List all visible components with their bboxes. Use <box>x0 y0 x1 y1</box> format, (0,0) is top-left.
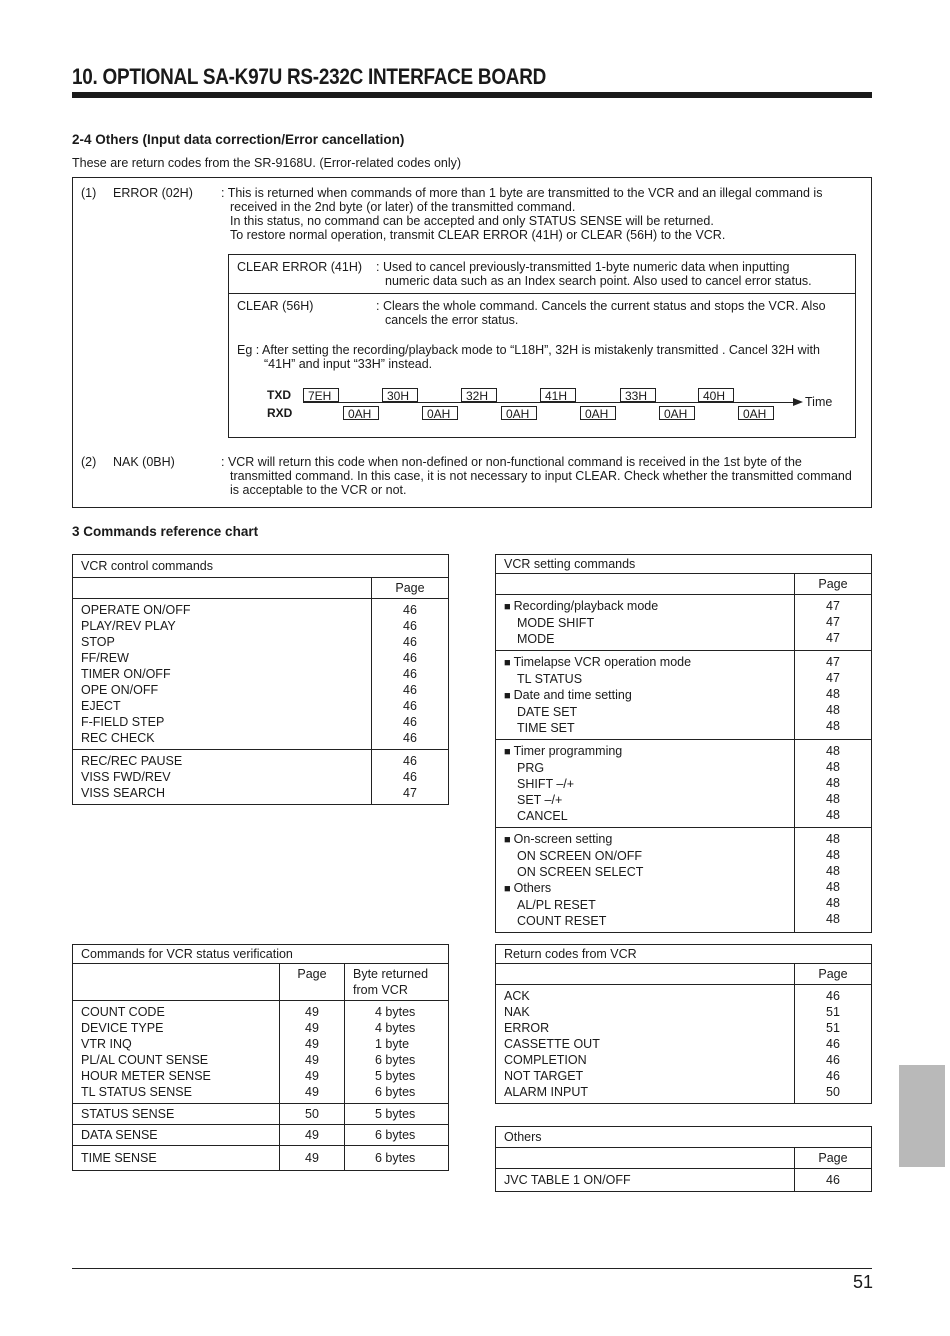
rxd-code: 0AH <box>659 406 695 420</box>
others-table <box>495 1126 872 1192</box>
rxd-code: 0AH <box>501 406 537 420</box>
nak-description: : VCR will return this code when non-defined or non-functional command is received in the 1st byte of the transmitted command. In this case, it is not necessary to input CLEAR. Check whether the transmitted command is acceptable to the VCR or not. <box>221 455 852 497</box>
footer-rule <box>72 1268 872 1269</box>
table-row: DATA SENSE 49 6 bytes <box>73 1125 449 1146</box>
table-title: VCR control commands <box>73 555 449 578</box>
table-row: TIME SENSE 49 6 bytes <box>73 1146 449 1171</box>
example-text: Eg : After setting the recording/playback mode to “L18H”, 32H is mistakenly transmitted . Cancel 32H with “41H” and input “33H” instead. <box>237 343 820 371</box>
txd-code: 33H <box>620 388 656 402</box>
txd-code: 41H <box>540 388 576 402</box>
table-row: JVC TABLE 1 ON/OFF 46 <box>496 1169 872 1192</box>
byte-header: Byte returned from VCR <box>345 964 449 1001</box>
nak-number: (2) <box>81 455 97 469</box>
nak-name: NAK (0BH) <box>113 455 175 469</box>
rxd-code: 0AH <box>580 406 616 420</box>
table-title: Return codes from VCR <box>496 945 872 964</box>
table-row: COUNT CODE DEVICE TYPE VTR INQ PL/AL COUNT SENSE HOUR METER SENSE TL STATUS SENSE 49 49 49 49 49 49 4 bytes 4 bytes 1 byte 6 bytes 5 bytes 6 bytes <box>73 1001 449 1104</box>
section-intro: These are return codes from the SR-9168U. (Error-related codes only) <box>72 156 462 170</box>
txd-rxd-diagram <box>229 255 857 439</box>
section-heading-commands-chart: 3 Commands reference chart <box>72 524 259 539</box>
status-verification-table <box>72 944 449 1171</box>
table-title: VCR setting commands <box>496 555 872 574</box>
page-header: Page <box>795 1148 872 1169</box>
error-description: : This is returned when commands of more than 1 byte are transmitted to the VCR and an illegal command is received in the 2nd byte (or later) of the transmitted command. In this status, no command can be accepted and only STATUS SENSE will be returned. To restore normal operation, transmit CLEAR ERROR (41H) or CLEAR (56H) to the VCR. <box>221 186 823 242</box>
page-title: 10. OPTIONAL SA-K97U RS-232C INTERFACE BOARD <box>72 64 547 89</box>
error-number: (1) <box>81 186 97 200</box>
page-header: Page <box>372 578 449 599</box>
clear-commands-box <box>228 254 856 438</box>
txd-code: 40H <box>698 388 734 402</box>
rxd-label: RXD <box>267 406 293 420</box>
table-title: Others <box>496 1127 872 1148</box>
table-row: REC/REC PAUSE VISS FWD/REV VISS SEARCH 46 46 47 <box>73 750 449 805</box>
return-codes-table <box>495 944 872 1104</box>
clear-error-name: CLEAR ERROR (41H) <box>237 260 363 274</box>
page-header: Page <box>795 574 872 595</box>
rxd-code: 0AH <box>422 406 458 420</box>
vcr-setting-table <box>495 554 872 933</box>
side-tab-marker <box>899 1065 945 1167</box>
table-row: ACK NAK ERROR CASSETTE OUT COMPLETION NOT TARGET ALARM INPUT 46 51 51 46 46 46 50 <box>496 985 872 1104</box>
page-number: 51 <box>853 1272 874 1292</box>
arrow-right-icon <box>793 398 803 406</box>
clear-description: : Clears the whole command. Cancels the current status and stops the VCR. Also cancels the error status. <box>376 299 826 327</box>
clear-error-description: : Used to cancel previously-transmitted 1-byte numeric data when inputting numeric data such as an Index search point. Also used to cancel error status. <box>376 260 812 288</box>
table-row: ■ Timer programming PRG SHIFT –/+ SET –/+ CANCEL 48 48 48 48 48 <box>496 740 872 828</box>
page-header: Page <box>795 964 872 985</box>
rxd-code: 0AH <box>738 406 774 420</box>
clear-name: CLEAR (56H) <box>237 299 314 313</box>
table-row: ■ On-screen setting ON SCREEN ON/OFF ON SCREEN SELECT ■ Others AL/PL RESET COUNT RESET 48 48 48 48 48 48 <box>496 828 872 933</box>
rxd-code: 0AH <box>343 406 379 420</box>
error-codes-box <box>72 177 872 508</box>
table-row: ■ Timelapse VCR operation mode TL STATUS ■ Date and time setting DATE SET TIME SET 47 47 48 48 48 <box>496 651 872 740</box>
table-title: Commands for VCR status verification <box>73 945 449 964</box>
txd-code: 7EH <box>303 388 339 402</box>
title-rule <box>72 92 872 98</box>
time-label: Time <box>805 395 833 409</box>
txd-code: 32H <box>461 388 497 402</box>
table-row: STATUS SENSE 50 5 bytes <box>73 1104 449 1125</box>
table-row: OPERATE ON/OFF PLAY/REV PLAY STOP FF/REW TIMER ON/OFF OPE ON/OFF EJECT F-FIELD STEP REC CHECK 46 46 46 46 46 46 46 46 46 <box>73 599 449 750</box>
error-name: ERROR (02H) <box>113 186 193 200</box>
page-header: Page <box>280 964 345 1001</box>
table-row: ■ Recording/playback mode MODE SHIFT MODE 47 47 47 <box>496 595 872 651</box>
txd-code: 30H <box>382 388 418 402</box>
section-heading-others: 2-4 Others (Input data correction/Error cancellation) <box>72 132 405 147</box>
txd-label: TXD <box>267 388 291 402</box>
vcr-control-table <box>72 554 449 805</box>
